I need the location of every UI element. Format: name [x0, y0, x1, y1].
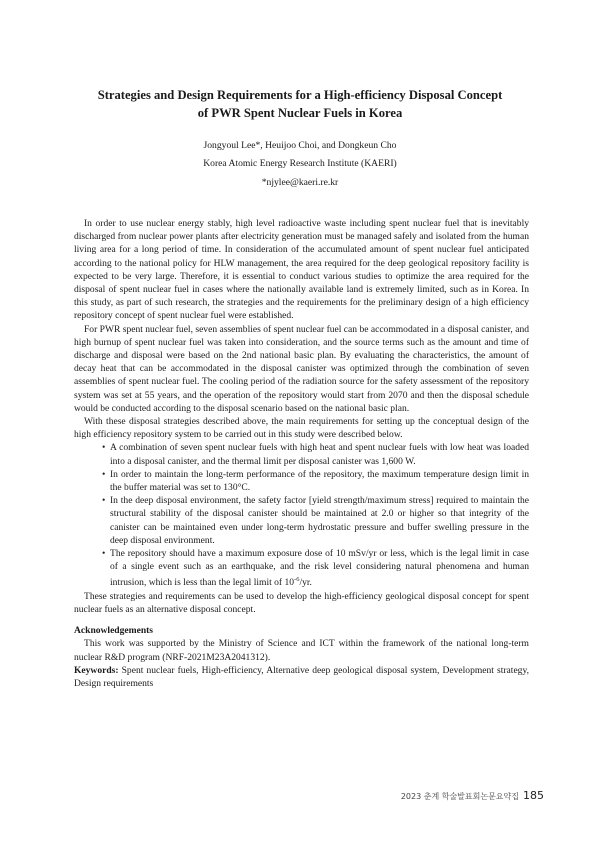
- bullet-mark: •: [102, 548, 106, 560]
- keywords-label: Keywords:: [74, 664, 119, 676]
- bullet-mark: •: [102, 495, 106, 507]
- title-line-2: of PWR Spent Nuclear Fuels in Korea: [197, 106, 403, 120]
- proceedings-title: 2023 춘계 학술발표회논문요약집: [400, 792, 519, 801]
- list-item-text: The repository should have a maximum exposure dose of 10 mSv/yr or less, which is the legal limit in case of a single event such as an earthquake, and the risk level considering natural phenomena and human intrusion, which is less than the legal limit of 10: [110, 548, 529, 589]
- list-item-text: A combination of seven spent nuclear fuels with high heat and spent nuclear fuels with low heat was loaded into a disposal canister, and the thermal limit per disposal canister was 1,600 W.: [110, 442, 529, 467]
- paper-title: [60, 86, 540, 122]
- author-list: Jongyoul Lee*, Heuijoo Choi, and Dongkeun Cho: [203, 140, 397, 151]
- list-item: [74, 494, 529, 547]
- exponent: -6: [294, 576, 300, 584]
- list-item-text: In order to maintain the long-term performance of the repository, the maximum temperature design limit in the buffer material was set to 130°C.: [110, 468, 529, 494]
- list-item-text: In the deep disposal environment, the safety factor [yield strength/maximum stress] required to maintain the structural stability of the disposal canister should be maintained at 2.0 or higher so that integrity of the canister can be maintained even under long-term hydrostatic pressure and buffer swelling pressure in the deep disposal environment.: [110, 495, 529, 546]
- paragraph-intro: In order to use nuclear energy stably, high level radioactive waste including spent nuclear fuel that is inevitably discharged from nuclear power plants after electricity generation must be managed safely and isolated from the human living area for a long period of time. In consideration of the accumulated amount of spent nuclear fuel anticipated according to the national policy for HLW management, the area required for the deep geological repository facility is expected to be very large. Therefore, it is essential to conduct various studies to optimize the area required for the disposal of spent nuclear fuel in cases where the nationally available land is extremely limited, such as in Korea. In this study, as part of such research, the strategies and the requirements for the preliminary design of a high efficiency repository concept of spent nuclear fuel were established.: [74, 218, 529, 322]
- affiliation: Korea Atomic Energy Research Institute (KAERI): [203, 158, 397, 169]
- list-item: [74, 468, 529, 494]
- keywords-text: Spent nuclear fuels, High-efficiency, Alternative deep geological disposal system, Development strategy, Design requirements: [74, 664, 529, 690]
- list-item-tail: /yr.: [299, 577, 312, 589]
- page-number: 185: [523, 789, 544, 802]
- list-item: [74, 547, 529, 590]
- requirements-list: [74, 441, 529, 589]
- acknowledgements-heading: Acknowledgements: [74, 625, 154, 637]
- list-item: [74, 441, 529, 467]
- page-footer: [401, 789, 544, 802]
- keywords-line: [74, 664, 529, 690]
- acknowledgements-text: This work was supported by the Ministry of Science and ICT within the framework of the national long-term nuclear R&D program (NRF-2021M23A2041312).: [74, 638, 529, 663]
- paragraph-pwr: For PWR spent nuclear fuel, seven assemblies of spent nuclear fuel can be accommodated in a disposal canister, and high burnup of spent nuclear fuel was taken into consideration, and the source terms such as the amount and time of discharge and disposal were based on the 2nd national basic plan. By evaluating the characteristics, the amount of decay heat that can be accommodated in the disposal canister was optimized through the combination of seven assemblies of spent nuclear fuel. The cooling period of the radiation source for the safety assessment of the repository system was set at 55 years, and the operation of the repository would start from 2070 and then the disposal schedule would be conducted according to the disposal scenario based on the national basic plan.: [74, 323, 529, 414]
- bullet-mark: •: [102, 468, 106, 480]
- corresponding-email: *njylee@kaeri.re.kr: [261, 177, 339, 188]
- title-line-1: Strategies and Design Requirements for a High-efficiency Disposal Concept: [97, 88, 503, 102]
- paragraph-requirements-intro: With these disposal strategies described above, the main requirements for setting up the conceptual design of the high efficiency repository system to be carried out in this study were described below.: [74, 416, 529, 441]
- abstract-body: [74, 217, 529, 690]
- bullet-mark: •: [102, 442, 106, 454]
- paragraph-closing: These strategies and requirements can be used to develop the high-efficiency geological disposal concept for spent nuclear fuels as an alternative disposal concept.: [74, 590, 529, 616]
